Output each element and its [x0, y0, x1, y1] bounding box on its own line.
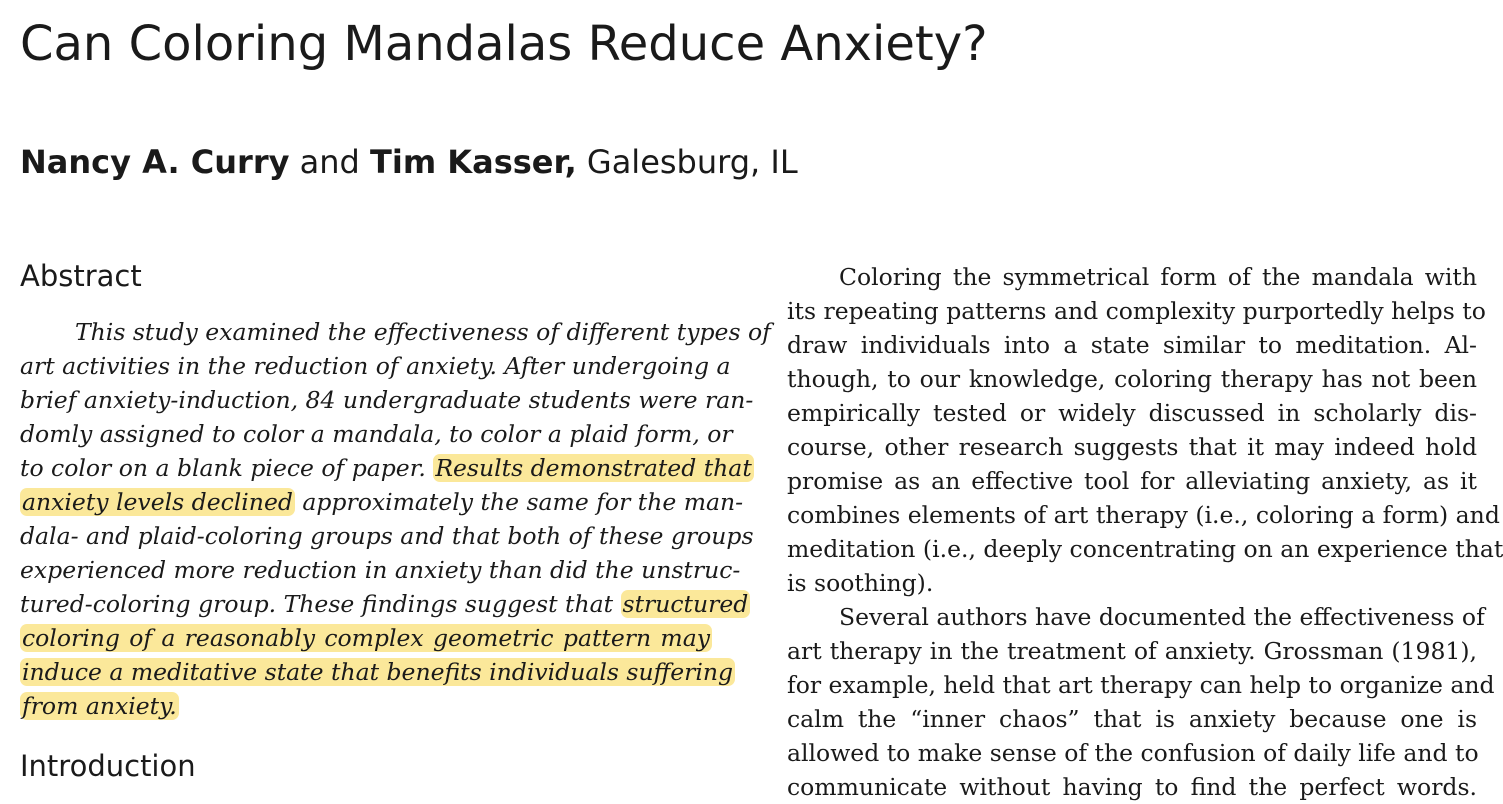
introduction-heading: Introduction [20, 749, 196, 783]
body-line: for example, held that art therapy can help to organize and [787, 671, 1495, 699]
abstract-heading: Abstract [20, 259, 142, 293]
highlighted-text: Results demonstrated that [435, 454, 752, 482]
body-line: its repeating patterns and complexity purportedly helps to [787, 297, 1486, 325]
abstract-line: art activities in the reduction of anxiety. After undergoing a [20, 352, 731, 380]
highlighted-text: from anxiety. [22, 692, 177, 720]
body-line: is soothing). [787, 569, 934, 597]
body-line: promise as an effective tool for alleviating anxiety, as it [787, 467, 1477, 495]
body-line: allowed to make sense of the confusion of daily life and to [787, 739, 1479, 767]
abstract-line [20, 655, 734, 689]
author-connector: and [289, 143, 371, 181]
paper-title: Can Coloring Mandalas Reduce Anxiety? [20, 16, 988, 72]
abstract-line: to color on a blank piece of paper. Results demonstrated that [20, 454, 752, 482]
abstract-line: domly assigned to color a mandala, to color a plaid form, or [20, 420, 733, 448]
highlighted-text: coloring of a reasonably complex geometric pattern may [22, 624, 710, 652]
abstract-line: brief anxiety-induction, 84 undergraduate students were ran- [20, 386, 754, 414]
abstract-line: dala- and plaid-coloring groups and that both of these groups [20, 522, 754, 550]
highlighted-text: induce a meditative state that benefits individuals suffering [22, 658, 734, 686]
body-line: Coloring the symmetrical form of the mandala with [839, 263, 1477, 291]
body-line: calm the “inner chaos” that is anxiety because one is [787, 705, 1477, 733]
author-line [20, 140, 798, 184]
abstract-line: tured-coloring group. These findings suggest that structured [20, 590, 749, 618]
body-line: draw individuals into a state similar to meditation. Al- [787, 331, 1477, 359]
author-name-1: Nancy A. Curry [20, 143, 290, 181]
body-text-column [787, 260, 1503, 804]
author-name-2: Tim Kasser, [370, 143, 577, 181]
body-line: Several authors have documented the effectiveness of [839, 603, 1485, 631]
abstract-text [20, 315, 771, 723]
body-line: though, to our knowledge, coloring therapy has not been [787, 365, 1477, 393]
author-location: Galesburg, IL [576, 143, 798, 181]
body-line: empirically tested or widely discussed in scholarly dis- [787, 399, 1477, 427]
abstract-line: This study examined the effectiveness of different types of [75, 318, 771, 346]
abstract-line [20, 689, 712, 723]
abstract-line: anxiety levels declined approximately the same for the man- [22, 488, 744, 516]
body-line: communicate without having to find the perfect words. [787, 773, 1477, 801]
abstract-line: experienced more reduction in anxiety than did the unstruc- [20, 556, 741, 584]
abstract-line [20, 621, 712, 655]
body-line: combines elements of art therapy (i.e., coloring a form) and [787, 501, 1500, 529]
body-line: course, other research suggests that it may indeed hold [787, 433, 1477, 461]
body-line: meditation (i.e., deeply concentrating on an experience that [787, 535, 1503, 563]
highlighted-text: structured [622, 590, 749, 618]
body-line: art therapy in the treatment of anxiety. Grossman (1981), [787, 637, 1477, 665]
highlighted-text: anxiety levels declined [22, 488, 293, 516]
